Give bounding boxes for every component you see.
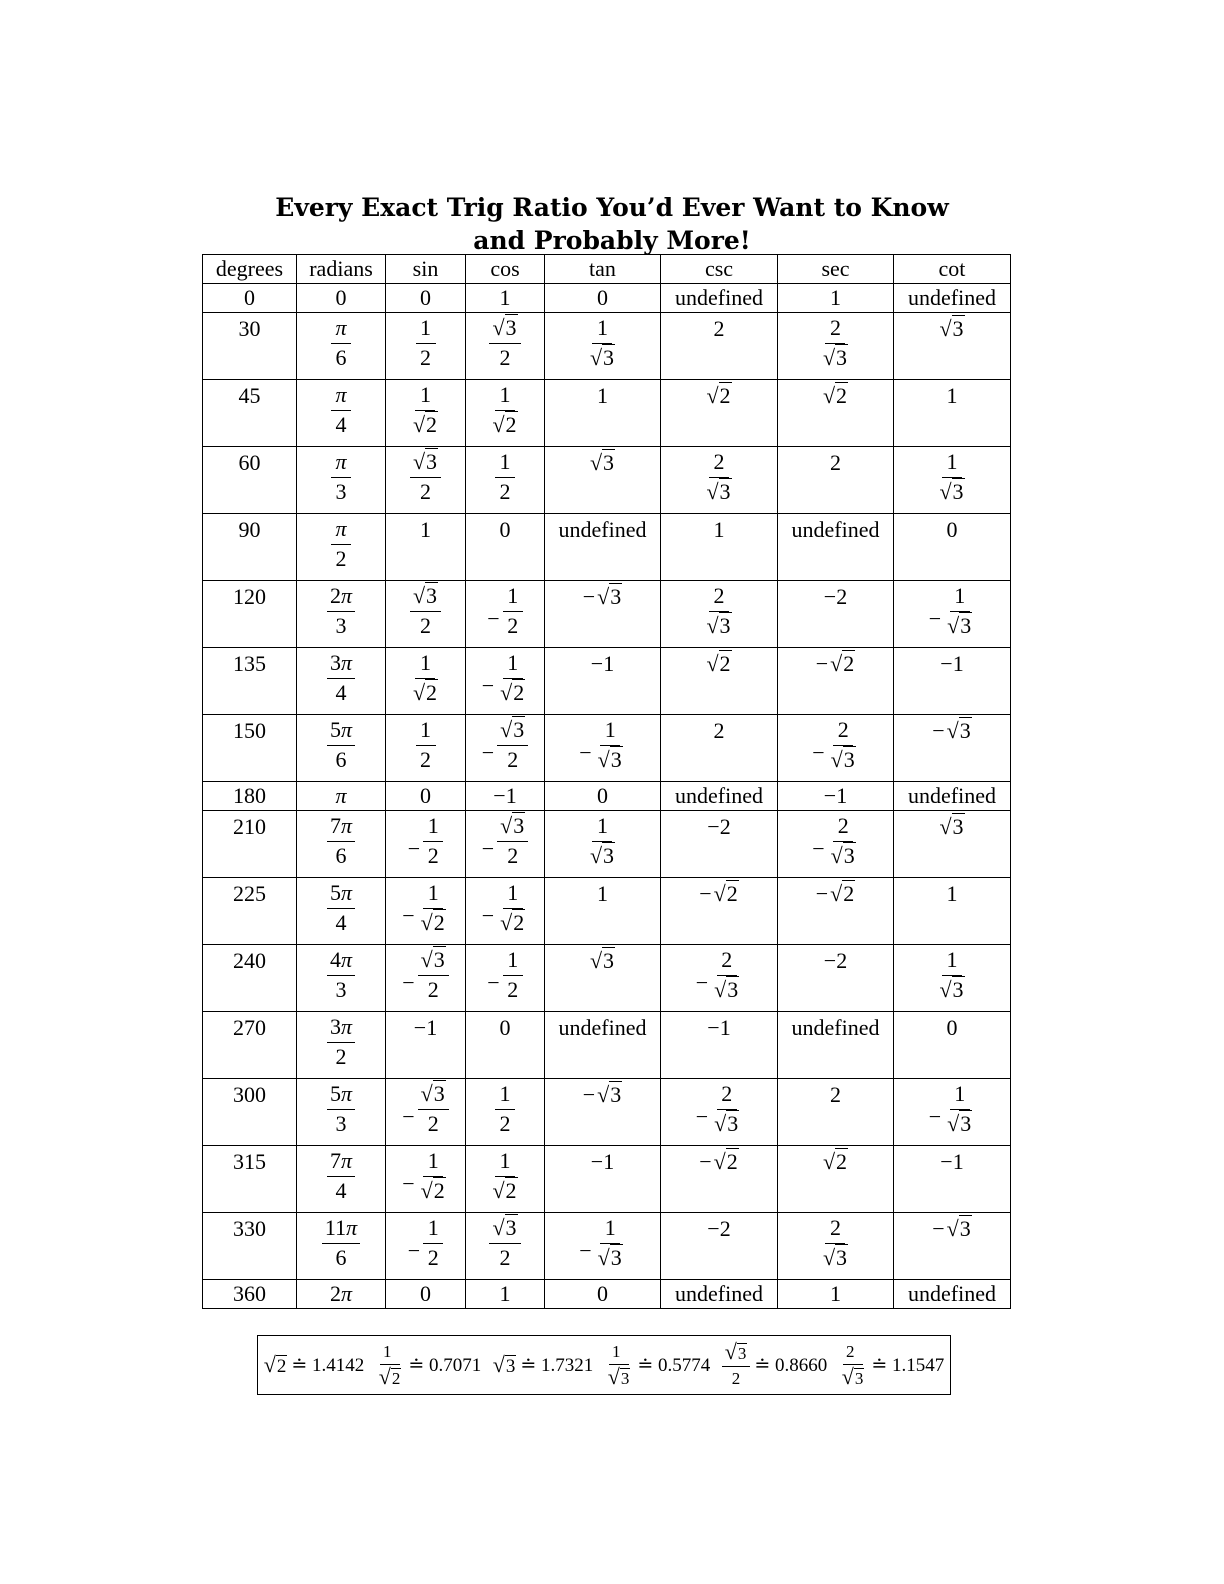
cell-sin: 0 <box>386 1280 466 1309</box>
table-row <box>203 447 1011 514</box>
cell-cos: − $\frac{1}{2}$ <box>466 581 545 648</box>
cell-cot: undefined <box>894 1280 1011 1309</box>
approximations-box <box>257 1335 951 1395</box>
page-title: Every Exact Trig Ratio You’d Ever Want to Know <box>275 193 949 222</box>
header-radians: radians <box>297 255 386 284</box>
cell-degrees: 30 <box>203 313 297 380</box>
header-sec: sec <box>778 255 894 284</box>
table-row <box>203 284 1011 313</box>
cell-degrees: 210 <box>203 811 297 878</box>
cell-sin: $\frac{√3}{2}$ <box>386 581 466 648</box>
cell-csc: −2 <box>661 1213 778 1280</box>
cell-csc: −√2 <box>661 878 778 945</box>
cell-csc: 1 <box>661 514 778 581</box>
cell-cos: $\frac{1}{√2}$ <box>466 380 545 447</box>
cell-sin: 0 <box>386 284 466 313</box>
table-row <box>203 715 1011 782</box>
cell-csc: $\frac{2}{√3}$ <box>661 447 778 514</box>
cell-sec: − $\frac{2}{√3}$ <box>778 715 894 782</box>
cell-sin: 0 <box>386 782 466 811</box>
cell-tan: 1 <box>545 380 661 447</box>
cell-tan: $\frac{1}{√3}$ <box>545 811 661 878</box>
cell-tan: −√3 <box>545 581 661 648</box>
cell-radians: $\frac{\pi}{6}$ <box>297 313 386 380</box>
cell-tan: √3 <box>545 945 661 1012</box>
cell-cot: −1 <box>894 648 1011 715</box>
cell-csc: $\frac{2}{√3}$ <box>661 581 778 648</box>
table-row <box>203 313 1011 380</box>
cell-csc: undefined <box>661 782 778 811</box>
header-tan: tan <box>545 255 661 284</box>
cell-cot: √3 <box>894 811 1011 878</box>
cell-cot: −√3 <box>894 1213 1011 1280</box>
cell-sec: −√2 <box>778 648 894 715</box>
cell-cos: $\frac{1}{2}$ <box>466 447 545 514</box>
cell-degrees: 135 <box>203 648 297 715</box>
table-row <box>203 1012 1011 1079</box>
approximation-item: $\frac{2}{√3}$ ≐ 1.1547 <box>841 1341 945 1389</box>
cell-tan: 0 <box>545 1280 661 1309</box>
cell-cot: −√3 <box>894 715 1011 782</box>
table-row <box>203 1079 1011 1146</box>
cell-degrees: 330 <box>203 1213 297 1280</box>
cell-radians: 2π <box>297 1280 386 1309</box>
cell-radians: $\frac{3\pi}{2}$ <box>297 1012 386 1079</box>
cell-radians: $\frac{\pi}{3}$ <box>297 447 386 514</box>
cell-cot: − $\frac{1}{√3}$ <box>894 581 1011 648</box>
cell-cos: − $\frac{1}{√2}$ <box>466 648 545 715</box>
cell-degrees: 360 <box>203 1280 297 1309</box>
cell-cos: 1 <box>466 1280 545 1309</box>
cell-cos: −1 <box>466 782 545 811</box>
cell-cot: undefined <box>894 284 1011 313</box>
cell-degrees: 315 <box>203 1146 297 1213</box>
cell-cot: undefined <box>894 782 1011 811</box>
cell-csc: undefined <box>661 1280 778 1309</box>
table-header-row <box>203 255 1011 284</box>
approximation-item: √2 ≐ 1.4142 <box>263 1352 365 1377</box>
cell-sin: $\frac{1}{√2}$ <box>386 648 466 715</box>
cell-radians: $\frac{2\pi}{3}$ <box>297 581 386 648</box>
cell-degrees: 45 <box>203 380 297 447</box>
cell-sin: − $\frac{√3}{2}$ <box>386 1079 466 1146</box>
cell-cos: 0 <box>466 514 545 581</box>
cell-degrees: 150 <box>203 715 297 782</box>
table-row <box>203 581 1011 648</box>
cell-tan: −1 <box>545 648 661 715</box>
cell-radians: 0 <box>297 284 386 313</box>
cell-tan: 0 <box>545 782 661 811</box>
cell-cos: 0 <box>466 1012 545 1079</box>
cell-radians: $\frac{\pi}{4}$ <box>297 380 386 447</box>
cell-csc: undefined <box>661 284 778 313</box>
cell-cot: $\frac{1}{√3}$ <box>894 945 1011 1012</box>
cell-sec: √2 <box>778 1146 894 1213</box>
cell-degrees: 300 <box>203 1079 297 1146</box>
cell-degrees: 270 <box>203 1012 297 1079</box>
cell-cos: $\frac{√3}{2}$ <box>466 1213 545 1280</box>
table-row <box>203 782 1011 811</box>
cell-sin: $\frac{1}{2}$ <box>386 313 466 380</box>
header-csc: csc <box>661 255 778 284</box>
cell-csc: √2 <box>661 648 778 715</box>
cell-tan: √3 <box>545 447 661 514</box>
table-row <box>203 648 1011 715</box>
cell-sec: $\frac{2}{√3}$ <box>778 313 894 380</box>
cell-sec: $\frac{2}{√3}$ <box>778 1213 894 1280</box>
cell-radians: $\frac{\pi}{2}$ <box>297 514 386 581</box>
trig-table <box>202 254 1011 1309</box>
cell-degrees: 225 <box>203 878 297 945</box>
cell-sec: − $\frac{2}{√3}$ <box>778 811 894 878</box>
cell-radians: $\frac{5\pi}{6}$ <box>297 715 386 782</box>
cell-tan: − $\frac{1}{√3}$ <box>545 715 661 782</box>
cell-cos: 1 <box>466 284 545 313</box>
cell-cot: √3 <box>894 313 1011 380</box>
approximation-item: $\frac{√3}{2}$ ≐ 0.8660 <box>722 1342 828 1389</box>
cell-sec: √2 <box>778 380 894 447</box>
cell-csc: − $\frac{2}{√3}$ <box>661 945 778 1012</box>
cell-sec: undefined <box>778 1012 894 1079</box>
cell-degrees: 240 <box>203 945 297 1012</box>
header-sin: sin <box>386 255 466 284</box>
cell-csc: −2 <box>661 811 778 878</box>
cell-cos: $\frac{√3}{2}$ <box>466 313 545 380</box>
cell-cot: −1 <box>894 1146 1011 1213</box>
cell-cot: 0 <box>894 514 1011 581</box>
table-row <box>203 1280 1011 1309</box>
header-cot: cot <box>894 255 1011 284</box>
cell-sec: −2 <box>778 581 894 648</box>
cell-radians: $\frac{7\pi}{4}$ <box>297 1146 386 1213</box>
cell-csc: −1 <box>661 1012 778 1079</box>
header-cos: cos <box>466 255 545 284</box>
table-row <box>203 1213 1011 1280</box>
cell-csc: 2 <box>661 313 778 380</box>
cell-degrees: 120 <box>203 581 297 648</box>
cell-sin: − $\frac{1}{√2}$ <box>386 1146 466 1213</box>
approximation-item: $\frac{1}{√3}$ ≐ 0.5774 <box>607 1341 711 1389</box>
cell-radians: $\frac{3\pi}{4}$ <box>297 648 386 715</box>
cell-sin: − $\frac{√3}{2}$ <box>386 945 466 1012</box>
table-row <box>203 1146 1011 1213</box>
cell-tan: 1 <box>545 878 661 945</box>
table-row <box>203 878 1011 945</box>
cell-csc: √2 <box>661 380 778 447</box>
cell-cot: 1 <box>894 878 1011 945</box>
cell-radians: $\frac{5\pi}{3}$ <box>297 1079 386 1146</box>
cell-sin: $\frac{√3}{2}$ <box>386 447 466 514</box>
table-row <box>203 811 1011 878</box>
cell-sec: −√2 <box>778 878 894 945</box>
cell-tan: −1 <box>545 1146 661 1213</box>
cell-csc: 2 <box>661 715 778 782</box>
cell-cot: 1 <box>894 380 1011 447</box>
cell-tan: −√3 <box>545 1079 661 1146</box>
cell-cot: − $\frac{1}{√3}$ <box>894 1079 1011 1146</box>
cell-sec: 1 <box>778 284 894 313</box>
cell-csc: −√2 <box>661 1146 778 1213</box>
cell-sec: −2 <box>778 945 894 1012</box>
cell-sin: 1 <box>386 514 466 581</box>
cell-degrees: 60 <box>203 447 297 514</box>
cell-csc: − $\frac{2}{√3}$ <box>661 1079 778 1146</box>
cell-cos: $\frac{1}{√2}$ <box>466 1146 545 1213</box>
cell-cos: − $\frac{√3}{2}$ <box>466 811 545 878</box>
page-subtitle: and Probably More! <box>473 226 751 255</box>
cell-sin: $\frac{1}{√2}$ <box>386 380 466 447</box>
cell-cos: − $\frac{1}{√2}$ <box>466 878 545 945</box>
cell-degrees: 90 <box>203 514 297 581</box>
cell-degrees: 0 <box>203 284 297 313</box>
cell-sin: − $\frac{1}{√2}$ <box>386 878 466 945</box>
cell-radians: $\frac{11\pi}{6}$ <box>297 1213 386 1280</box>
cell-sin: −1 <box>386 1012 466 1079</box>
cell-sec: 2 <box>778 447 894 514</box>
cell-tan: undefined <box>545 514 661 581</box>
approximation-item: $\frac{1}{√2}$ ≐ 0.7071 <box>378 1341 482 1389</box>
table-row <box>203 514 1011 581</box>
cell-tan: 0 <box>545 284 661 313</box>
cell-tan: undefined <box>545 1012 661 1079</box>
cell-radians: $\frac{4\pi}{3}$ <box>297 945 386 1012</box>
cell-cos: $\frac{1}{2}$ <box>466 1079 545 1146</box>
cell-sec: 2 <box>778 1079 894 1146</box>
cell-radians: π <box>297 782 386 811</box>
cell-degrees: 180 <box>203 782 297 811</box>
approximation-item: √3 ≐ 1.7321 <box>492 1352 594 1377</box>
cell-cos: − $\frac{1}{2}$ <box>466 945 545 1012</box>
cell-sin: − $\frac{1}{2}$ <box>386 811 466 878</box>
cell-sec: −1 <box>778 782 894 811</box>
header-degrees: degrees <box>203 255 297 284</box>
cell-sin: − $\frac{1}{2}$ <box>386 1213 466 1280</box>
cell-sec: undefined <box>778 514 894 581</box>
cell-cos: − $\frac{√3}{2}$ <box>466 715 545 782</box>
cell-radians: $\frac{7\pi}{6}$ <box>297 811 386 878</box>
cell-tan: − $\frac{1}{√3}$ <box>545 1213 661 1280</box>
cell-tan: $\frac{1}{√3}$ <box>545 313 661 380</box>
cell-radians: $\frac{5\pi}{4}$ <box>297 878 386 945</box>
cell-sec: 1 <box>778 1280 894 1309</box>
cell-sin: $\frac{1}{2}$ <box>386 715 466 782</box>
cell-cot: 0 <box>894 1012 1011 1079</box>
table-row <box>203 380 1011 447</box>
cell-cot: $\frac{1}{√3}$ <box>894 447 1011 514</box>
table-row <box>203 945 1011 1012</box>
